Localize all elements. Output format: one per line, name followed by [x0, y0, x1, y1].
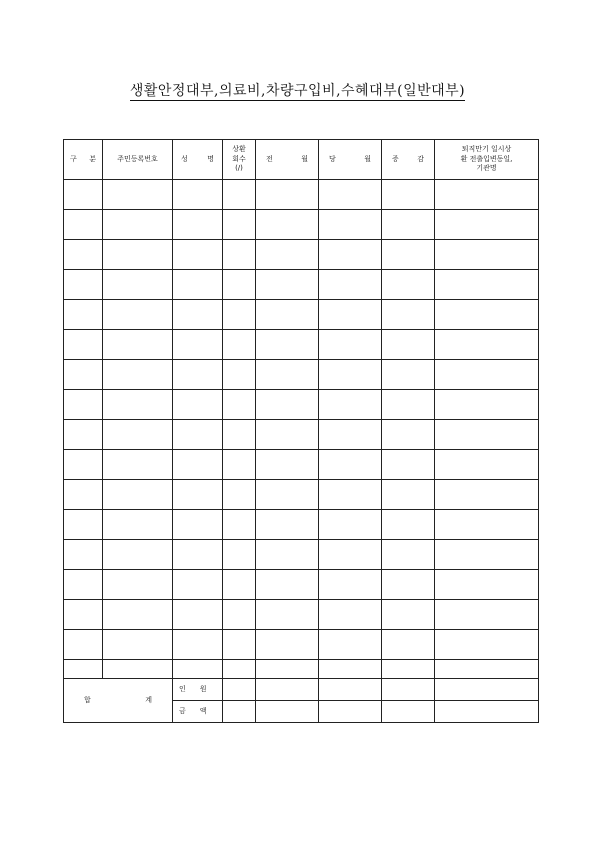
header-curr-char2: 월 — [364, 154, 371, 163]
header-change — [382, 140, 435, 180]
header-category-char2: 분 — [89, 154, 96, 163]
header-notes-line3: 기관명 — [476, 164, 497, 173]
table-row — [64, 480, 539, 510]
table-row — [64, 300, 539, 330]
total-row-headcount — [64, 679, 539, 701]
header-change-char2: 감 — [417, 154, 424, 163]
header-name-char2: 명 — [207, 154, 214, 163]
loan-ledger-table — [63, 139, 539, 723]
header-category — [64, 140, 103, 180]
table-row-short — [64, 660, 539, 679]
header-curr-char1: 당 — [329, 154, 336, 163]
total-label-cell — [64, 679, 173, 723]
header-name — [173, 140, 223, 180]
table-row — [64, 330, 539, 360]
header-repayment-line3: (/) — [235, 164, 243, 173]
table-row — [64, 210, 539, 240]
table-row — [64, 180, 539, 210]
table-row — [64, 600, 539, 630]
total-headcount-char2: 원 — [199, 684, 207, 693]
header-current-month — [319, 140, 382, 180]
table-row — [64, 360, 539, 390]
total-label-char1: 합 — [84, 695, 91, 704]
total-headcount-char1: 인 — [179, 684, 186, 693]
document-title-text: 생활안정대부,의료비,차량구입비,수혜대부(일반대부) — [129, 83, 466, 99]
header-category-char1: 구 — [70, 154, 77, 163]
table-row — [64, 540, 539, 570]
total-amount-char1: 금 — [179, 706, 186, 715]
header-notes-line2: 환 전출입변동일, — [460, 154, 513, 163]
total-amount-label — [173, 701, 223, 723]
table-row — [64, 450, 539, 480]
table-row — [64, 390, 539, 420]
total-headcount-label — [173, 679, 223, 701]
header-previous-month — [256, 140, 319, 180]
table-row — [64, 420, 539, 450]
table-row — [64, 270, 539, 300]
header-notes — [435, 140, 539, 180]
header-repayment-line2: 회수 — [232, 154, 246, 163]
document-title — [0, 80, 595, 100]
header-repayment-line1: 상환 — [232, 144, 246, 153]
header-prev-char2: 월 — [301, 154, 308, 163]
header-name-char1: 성 — [181, 154, 188, 163]
table-row — [64, 570, 539, 600]
header-row — [64, 140, 539, 180]
table-row — [64, 630, 539, 660]
table-row — [64, 510, 539, 540]
header-prev-char1: 전 — [266, 154, 273, 163]
header-repayment-count — [223, 140, 256, 180]
table-row — [64, 240, 539, 270]
total-label-char2: 계 — [145, 695, 152, 704]
header-change-char1: 증 — [392, 154, 399, 163]
total-amount-char2: 액 — [199, 706, 207, 715]
header-resident-number: 주민등록번호 — [103, 140, 173, 180]
header-notes-line1: 퇴직만기 일시상 — [461, 144, 512, 153]
